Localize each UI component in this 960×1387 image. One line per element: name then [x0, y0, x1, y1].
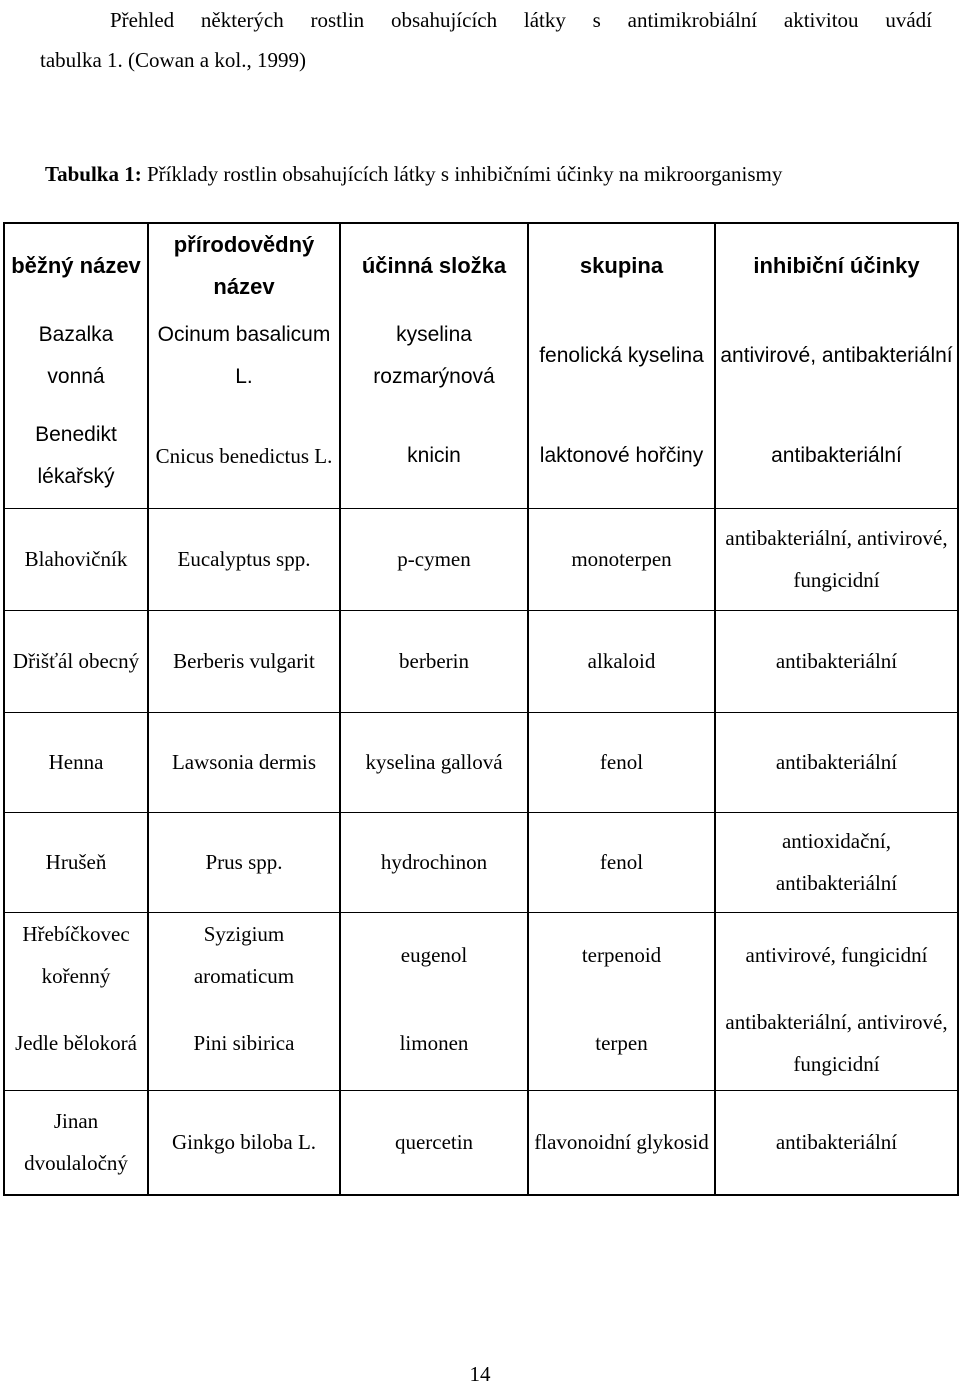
cell-inhibitory-effects: antivirové, fungicidní	[715, 912, 958, 997]
cell-active-component: quercetin	[340, 1091, 528, 1195]
cell-common-name: Hřebíčkovec kořenný	[4, 912, 148, 997]
cell-group: terpen	[528, 997, 715, 1091]
cell-inhibitory-effects: antibakteriální, antivirové, fungicidní	[715, 997, 958, 1091]
cell-common-name: Blahovičník	[4, 508, 148, 610]
cell-common-name: Jinan dvoulaločný	[4, 1091, 148, 1195]
cell-active-component: knicin	[340, 404, 528, 508]
table-row	[4, 997, 958, 1091]
cell-active-component: kyselina rozmarýnová	[340, 308, 528, 404]
plants-table	[3, 222, 959, 1196]
cell-inhibitory-effects: antivirové, antibakteriální	[715, 308, 958, 404]
cell-active-component: eugenol	[340, 912, 528, 997]
cell-common-name: Jedle bělokorá	[4, 997, 148, 1091]
cell-group: fenolická kyselina	[528, 308, 715, 404]
cell-scientific-name: Berberis vulgarit	[148, 610, 340, 712]
cell-inhibitory-effects: antibakteriální	[715, 404, 958, 508]
cell-scientific-name: Cnicus benedictus L.	[148, 404, 340, 508]
cell-common-name: Hrušeň	[4, 812, 148, 912]
cell-scientific-name: Prus spp.	[148, 812, 340, 912]
table-row	[4, 308, 958, 404]
table-row	[4, 1091, 958, 1195]
table-row	[4, 712, 958, 812]
cell-inhibitory-effects: antibakteriální	[715, 712, 958, 812]
header-scientific-name: přírodovědný název	[148, 223, 340, 308]
table-row	[4, 812, 958, 912]
table-row	[4, 508, 958, 610]
header-common-name: běžný název	[4, 223, 148, 308]
table-row	[4, 610, 958, 712]
cell-common-name: Dřišťál obecný	[4, 610, 148, 712]
cell-inhibitory-effects: antibakteriální	[715, 610, 958, 712]
cell-inhibitory-effects: antioxidační, antibakteriální	[715, 812, 958, 912]
table-caption-label: Tabulka 1:	[45, 162, 142, 186]
cell-group: terpenoid	[528, 912, 715, 997]
page-number: 14	[469, 1362, 491, 1386]
cell-group: flavonoidní glykosid	[528, 1091, 715, 1195]
cell-scientific-name: Ginkgo biloba L.	[148, 1091, 340, 1195]
cell-group: fenol	[528, 812, 715, 912]
cell-active-component: limonen	[340, 997, 528, 1091]
intro-line-1: Přehled některých rostlin obsahujících látky s antimikrobiální aktivitou uvádí	[110, 8, 932, 32]
table-row	[4, 912, 958, 997]
cell-active-component: berberin	[340, 610, 528, 712]
cell-common-name: Benedikt lékařský	[4, 404, 148, 508]
table-caption	[45, 157, 782, 191]
table-header-row	[4, 223, 958, 308]
cell-active-component: hydrochinon	[340, 812, 528, 912]
intro-paragraph	[40, 0, 932, 80]
cell-active-component: p-cymen	[340, 508, 528, 610]
intro-line-2: tabulka 1. (Cowan a kol., 1999)	[40, 48, 306, 72]
table-caption-text: Příklady rostlin obsahujících látky s inhibičními účinky na mikroorganismy	[141, 162, 783, 186]
cell-scientific-name: Syzigium aromaticum	[148, 912, 340, 997]
cell-scientific-name: Eucalyptus spp.	[148, 508, 340, 610]
cell-scientific-name: Lawsonia dermis	[148, 712, 340, 812]
header-inhibitory-effects: inhibiční účinky	[715, 223, 958, 308]
cell-group: monoterpen	[528, 508, 715, 610]
cell-common-name: Bazalka vonná	[4, 308, 148, 404]
cell-group: fenol	[528, 712, 715, 812]
cell-inhibitory-effects: antibakteriální, antivirové, fungicidní	[715, 508, 958, 610]
cell-scientific-name: Pini sibirica	[148, 997, 340, 1091]
cell-inhibitory-effects: antibakteriální	[715, 1091, 958, 1195]
table-row	[4, 404, 958, 508]
cell-active-component: kyselina gallová	[340, 712, 528, 812]
cell-common-name: Henna	[4, 712, 148, 812]
header-group: skupina	[528, 223, 715, 308]
cell-group: laktonové hořčiny	[528, 404, 715, 508]
cell-group: alkaloid	[528, 610, 715, 712]
cell-scientific-name: Ocinum basalicum L.	[148, 308, 340, 404]
header-active-component: účinná složka	[340, 223, 528, 308]
